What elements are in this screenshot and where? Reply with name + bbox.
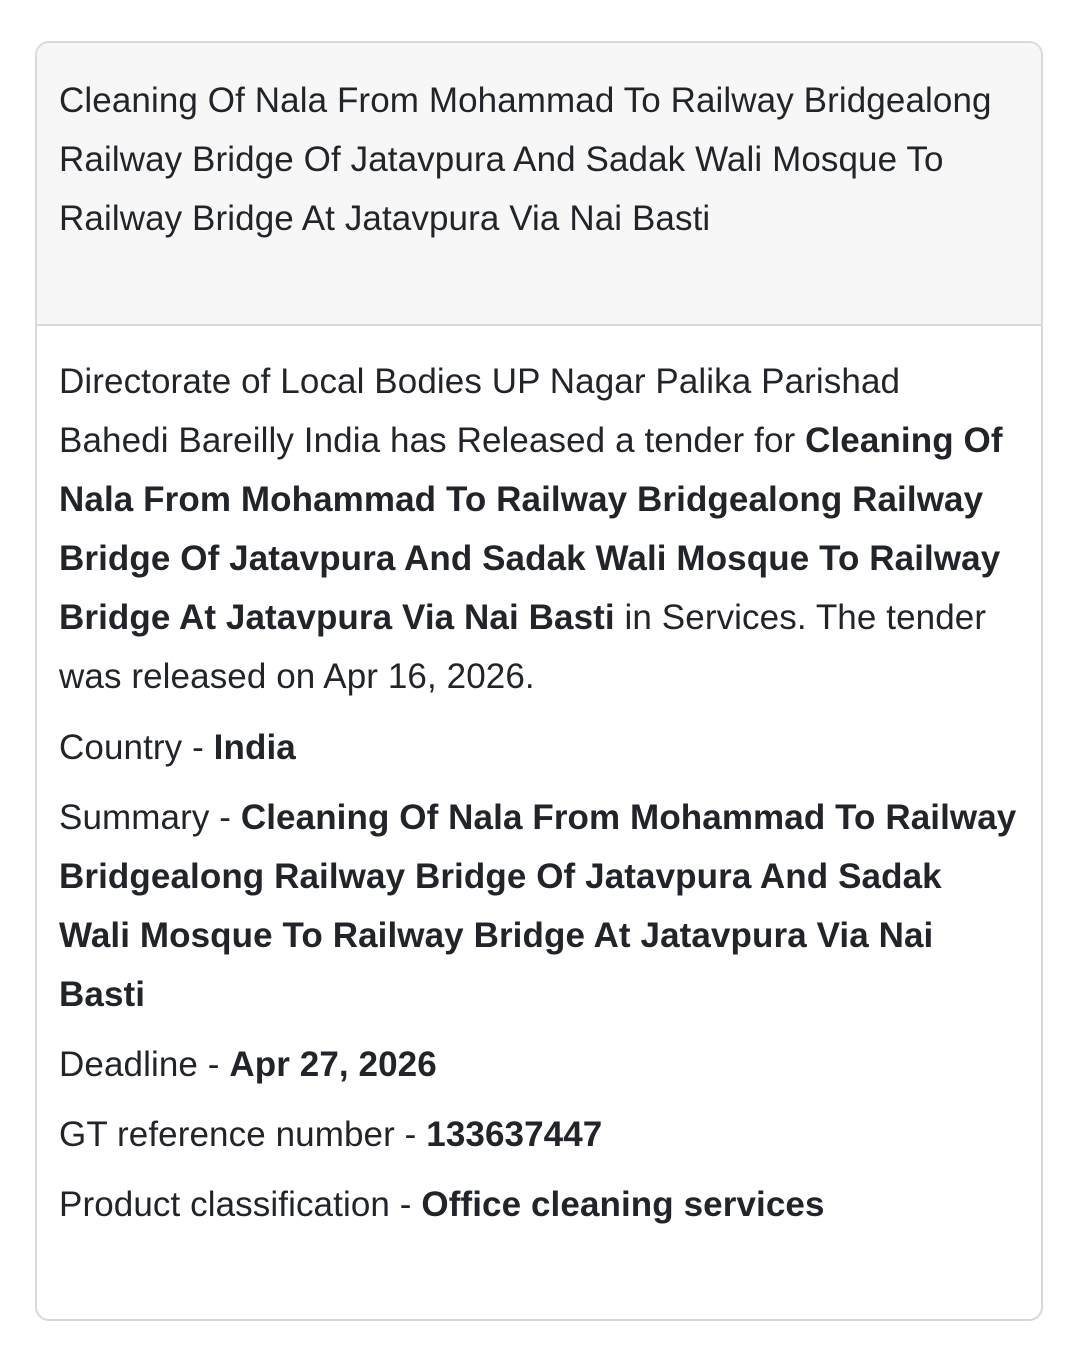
tender-title: Cleaning Of Nala From Mohammad To Railway Bridgealong Railway Bridge Of Jatavpura And Sadak Wali Mosque To Railway Bridge At Jatavpura Via Nai Basti: [59, 81, 992, 238]
field-product-classification: [59, 1175, 1019, 1234]
tender-title-bold: Cleaning Of Nala From Mohammad To Railway Bridgealong Railway Bridge Of Jatavpura And Sadak Wali Mosque To Railway Bridge At Jatavpura Via Nai Basti: [59, 421, 1003, 637]
field-label: Country -: [59, 728, 214, 767]
organization-name: Directorate of Local Bodies UP Nagar Palika Parishad Bahedi Bareilly India: [59, 362, 901, 460]
field-value: India: [213, 728, 296, 767]
field-value: Office cleaning services: [421, 1185, 825, 1224]
field-country: [59, 718, 1019, 777]
tender-card: [35, 41, 1043, 1321]
field-value: 133637447: [426, 1115, 603, 1154]
field-label: Summary -: [59, 798, 241, 837]
card-header: [37, 43, 1041, 326]
description-text: has Released a tender for: [380, 421, 806, 460]
field-label: Deadline -: [59, 1045, 230, 1084]
field-summary: [59, 788, 1019, 1024]
field-label: Product classification -: [59, 1185, 422, 1224]
field-label: GT reference number -: [59, 1115, 427, 1154]
field-deadline: [59, 1035, 1019, 1094]
description-text-release: in Services. The tender was released on Apr 16, 2026.: [59, 598, 987, 696]
field-value: Apr 27, 2026: [229, 1045, 437, 1084]
card-body: [37, 326, 1041, 1234]
tender-description: [59, 352, 1019, 706]
field-value: Cleaning Of Nala From Mohammad To Railway Bridgealong Railway Bridge Of Jatavpura And Sadak Wali Mosque To Railway Bridge At Jatavpura Via Nai Basti: [59, 798, 1017, 1014]
field-gt-reference: [59, 1105, 1019, 1164]
